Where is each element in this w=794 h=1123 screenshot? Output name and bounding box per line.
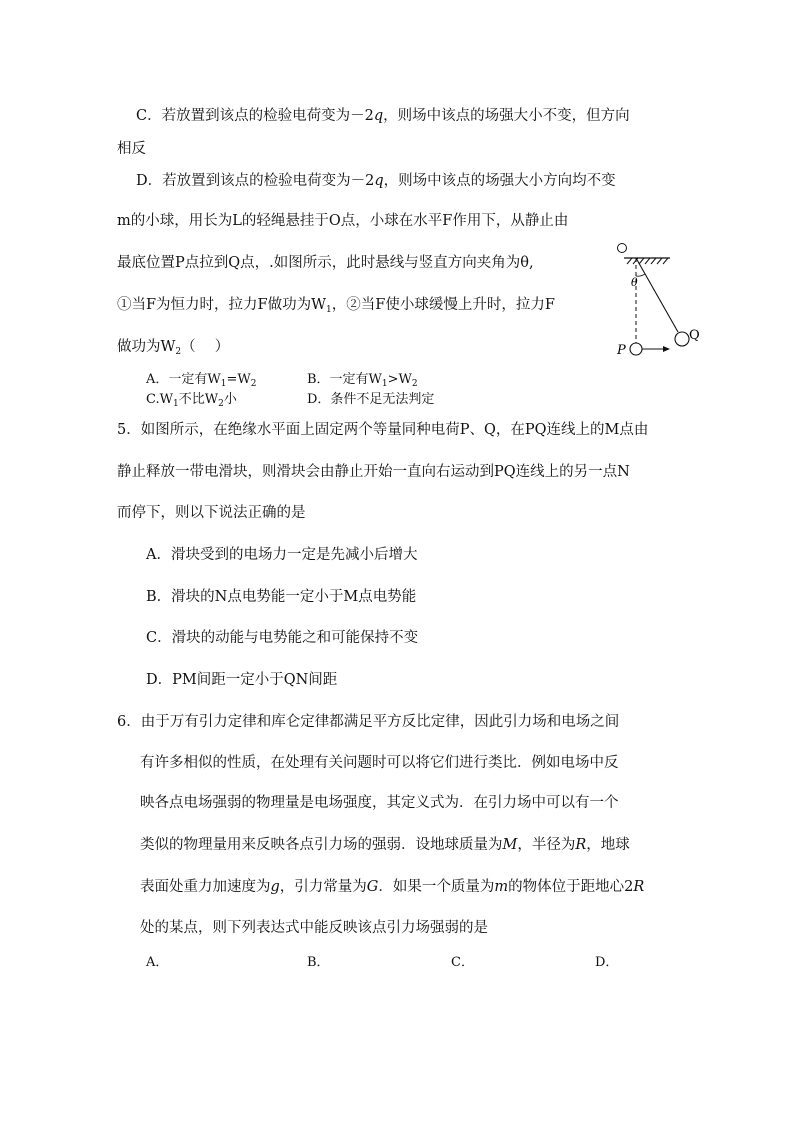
q5-option-b: B．滑块的N点电势能一定小于M点电势能	[146, 589, 417, 605]
q6-option-b: B．	[307, 955, 330, 970]
ball-at-p	[630, 343, 642, 355]
force-arrow-head	[663, 346, 670, 352]
q6-stem-line-1: 6．由于万有引力定律和库仑定律都满足平方反比定律，因此引力场和电场之间	[117, 714, 620, 730]
q6-stem-line-2: 有许多相似的性质，在处理有关问题时可以将它们进行类比．例如电场中反	[140, 755, 619, 771]
q4-option-a2: A．一定有$W_1=W_2$	[146, 372, 257, 389]
ball-at-q	[675, 332, 689, 346]
q6-option-c: C．	[451, 955, 474, 970]
q5-stem-line-1: 5．如图所示，在绝缘水平面上固定两个等量同种电荷P、Q，在PQ连线上的M点由	[117, 422, 649, 438]
q4-stem-line-1: m的小球，用长为L的轻绳悬挂于O点，小球在水平F作用下，从静止由	[117, 213, 569, 229]
label-p: P	[617, 343, 626, 358]
pendulum-figure	[612, 236, 702, 364]
q4-option-c-cont: 相反	[117, 141, 146, 157]
label-q: Q	[689, 328, 700, 343]
q6-option-d: D．	[595, 955, 619, 970]
pivot-circle	[618, 244, 627, 253]
string-line	[636, 258, 678, 332]
theta-label: θ	[631, 276, 638, 289]
ceiling-support	[624, 258, 670, 264]
q6-stem-line-6: 处的某点，则下列表达式中能反映该点引力场强弱的是	[140, 920, 488, 936]
q6-stem-line-5: 表面处重力加速度为g，引力常量为G．如果一个质量为m的物体位于距地心2R	[140, 879, 645, 895]
q4-option-c2: $C.W_1$不比$W_2$小	[146, 392, 237, 409]
q4-stem-line-3: ①当F为恒力时，拉力F做功为$W_1$，②当F使小球缓慢上升时，拉力F	[117, 297, 555, 315]
q4-stem-line-4: 做功为$W_2$（ ）	[117, 339, 230, 357]
q6-option-a: A．	[146, 955, 169, 970]
q5-stem-line-2: 静止释放一带电滑块，则滑块会由静止开始一直向右运动到PQ连线上的另一点N	[117, 464, 630, 480]
q4-option-c: C．若放置到该点的检验电荷变为－2q，则场中该点的场强大小不变，但方向	[136, 108, 630, 124]
q4-option-b2: B．一定有$W_1>W_2$	[307, 372, 418, 389]
q4-option-d2: D．条件不足无法判定	[307, 392, 435, 407]
q4-stem-line-2: 最底位置P点拉到Q点，.如图所示，此时悬线与竖直方向夹角为θ,	[117, 255, 534, 271]
q4-option-d: D．若放置到该点的检验电荷变为－2q，则场中该点的场强大小方向均不变	[136, 173, 616, 189]
q5-option-d: D．PM间距一定小于QN间距	[146, 672, 338, 688]
q5-stem-line-3: 而停下，则以下说法正确的是	[117, 505, 306, 521]
q5-option-c: C．滑块的动能与电势能之和可能保持不变	[146, 630, 419, 646]
q5-option-a: A．滑块受到的电场力一定是先减小后增大	[146, 547, 418, 563]
q6-stem-line-4: 类似的物理量用来反映各点引力场的强弱．设地球质量为M，半径为R，地球	[140, 837, 630, 853]
q6-stem-line-3: 映各点电场强弱的物理量是电场强度，其定义式为．在引力场中可以有一个	[140, 795, 619, 811]
